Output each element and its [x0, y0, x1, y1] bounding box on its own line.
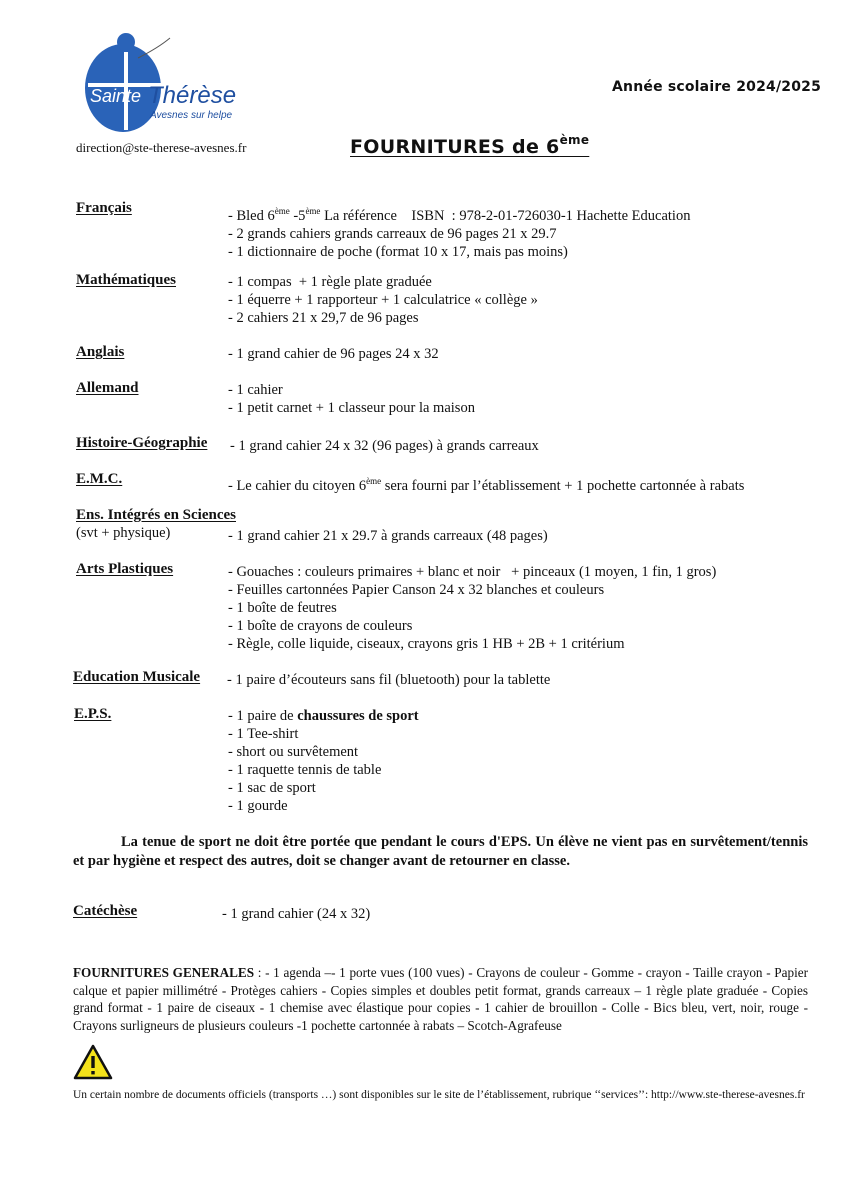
items-anglais	[228, 345, 439, 363]
list-item: - Gouaches : couleurs primaires + blanc et noir + pinceaux (1 moyen, 1 fin, 1 gros)	[228, 564, 717, 580]
list-item: - short ou survêtement	[228, 744, 359, 760]
list-item: - 1 cahier	[228, 382, 283, 398]
items-catechese	[222, 905, 370, 923]
list-item: - 1 paire de chaussures de sport	[228, 708, 419, 724]
logo-text-therese: Thérèse	[148, 82, 237, 109]
list-item: - 1 sac de sport	[228, 780, 316, 796]
subject-sciences-note: (svt + physique)	[76, 525, 171, 541]
school-logo	[78, 30, 278, 140]
subject-anglais: Anglais	[76, 344, 125, 360]
items-emc	[228, 472, 744, 495]
title-superscript: ème	[559, 133, 590, 147]
general-supplies-label: FOURNITURES GENERALES	[73, 965, 255, 980]
subject-education-musicale: Education Musicale	[73, 669, 201, 685]
list-item: - 1 équerre + 1 rapporteur + 1 calculatrice « collège »	[228, 292, 538, 308]
contact-email[interactable]: direction@ste-therese-avesnes.fr	[76, 140, 247, 155]
logo-text-sainte: Sainte	[90, 86, 142, 106]
sport-dress-text: La tenue de sport ne doit être portée que pendant le cours d'EPS. Un élève ne vient pas en survêtement/tennis et par hygiène et respect des autres, doit se changer avant de retourner en classe.	[73, 834, 808, 869]
list-item: - Bled 6ème -5ème La référence ISBN : 978-2-01-726030-1 Hachette Education	[228, 206, 691, 224]
general-supplies-text: : - 1 agenda –- 1 porte vues (100 vues) - Crayons de couleur - Gomme - crayon - Taille crayon - Papier calque et papier millimétré - Protèges cahiers - Copies simples et doubles petit format, grands carreaux – 1 règle plate graduée - Copies grand format - 1 paire de ciseaux - 1 chemise avec élastique pour copies - 1 cahier de brouillon - Colle - Bics bleu, vert, noir, rouge - Crayons surligneurs de plusieurs couleurs -1 pochette cartonnée à rabats – Scotch-Agrafeuse	[73, 965, 808, 1033]
items-eps	[228, 707, 419, 815]
list-item: - 1 grand cahier (24 x 32)	[222, 906, 371, 922]
list-item: - Feuilles cartonnées Papier Canson 24 x 32 blanches et couleurs	[228, 582, 605, 598]
list-item: - 1 grand cahier de 96 pages 24 x 32	[228, 346, 439, 362]
subject-allemand: Allemand	[76, 380, 139, 396]
warning-triangle-icon	[73, 1044, 113, 1080]
list-item: - 1 dictionnaire de poche (format 10 x 17, mais pas moins)	[228, 244, 568, 260]
subject-catechese: Catéchèse	[73, 903, 138, 919]
list-item: - 1 gourde	[228, 798, 288, 814]
items-francais	[228, 202, 690, 261]
school-year: Année scolaire 2024/2025	[612, 79, 822, 95]
subject-francais: Français	[76, 200, 132, 216]
items-histoire	[230, 437, 539, 455]
subject-emc: E.M.C.	[76, 471, 123, 487]
subject-maths: Mathématiques	[76, 272, 176, 288]
list-item: - 1 raquette tennis de table	[228, 762, 382, 778]
list-item: - 1 boîte de crayons de couleurs	[228, 618, 413, 634]
items-maths	[228, 273, 538, 327]
list-item: - Règle, colle liquide, ciseaux, crayons gris 1 HB + 2B + 1 critérium	[228, 636, 625, 652]
logo-subtext: Avesnes sur helpe	[150, 110, 233, 121]
subject-sciences: Ens. Intégrés en Sciences	[76, 507, 236, 523]
list-item: - 2 cahiers 21 x 29,7 de 96 pages	[228, 310, 419, 326]
subject-arts-plastiques: Arts Plastiques	[76, 561, 174, 577]
list-item: - 1 petit carnet + 1 classeur pour la maison	[228, 400, 475, 416]
subject-eps: E.P.S.	[74, 706, 112, 722]
items-allemand	[228, 381, 475, 417]
footnote: Un certain nombre de documents officiels (transports …) sont disponibles sur le site de l’établissement, rubrique ‘‘services’’: http://www.ste-therese-avesnes.fr	[73, 1089, 805, 1101]
page-title	[350, 133, 589, 158]
list-item: - 1 grand cahier 21 x 29.7 à grands carreaux (48 pages)	[228, 528, 548, 544]
list-item: - 2 grands cahiers grands carreaux de 96 pages 21 x 29.7	[228, 226, 557, 242]
sport-dress-notice	[73, 833, 808, 871]
list-item: - 1 boîte de feutres	[228, 600, 337, 616]
items-arts	[228, 563, 716, 653]
items-sciences	[228, 527, 548, 545]
general-supplies	[73, 964, 808, 1034]
list-item: - 1 Tee-shirt	[228, 726, 299, 742]
list-item: - 1 paire d’écouteurs sans fil (bluetooth) pour la tablette	[227, 672, 551, 688]
list-item: - Le cahier du citoyen 6ème sera fourni par l’établissement + 1 pochette cartonnée à rabats	[228, 476, 745, 494]
items-musique	[227, 671, 550, 689]
list-item: - 1 grand cahier 24 x 32 (96 pages) à grands carreaux	[230, 438, 539, 454]
subject-histoire-geographie: Histoire-Géographie	[76, 435, 208, 451]
list-item: - 1 compas + 1 règle plate graduée	[228, 274, 432, 290]
title-text: FOURNITURES de 6	[350, 136, 560, 158]
